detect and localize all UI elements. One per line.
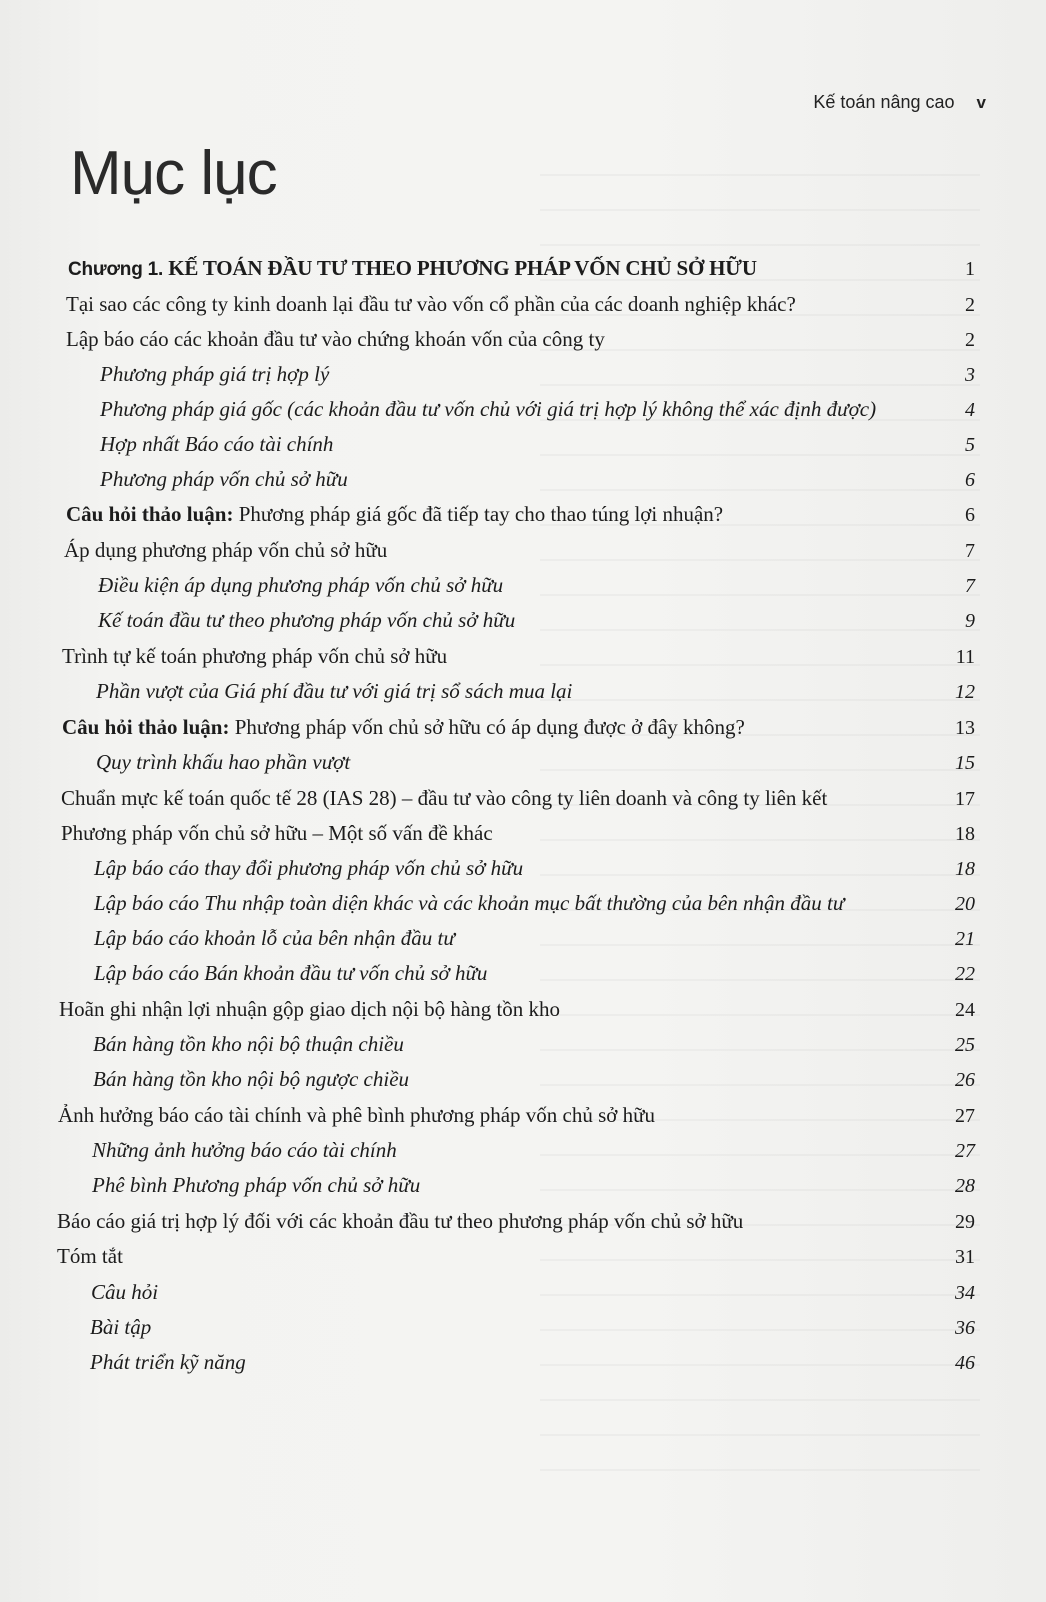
toc-discussion-entry[interactable] <box>66 502 975 534</box>
toc-entry[interactable] <box>66 292 975 324</box>
page-number: 13 <box>955 717 975 739</box>
entry-title: Quy trình khấu hao phần vượt <box>96 750 351 774</box>
entry-title: Lập báo cáo các khoản đầu tư vào chứng khoán vốn của công ty <box>66 327 605 351</box>
entry-title: Phương pháp vốn chủ sở hữu – Một số vấn đề khác <box>61 821 493 845</box>
toc-subentry[interactable] <box>100 397 975 429</box>
entry-title: Áp dụng phương pháp vốn chủ sở hữu <box>64 538 388 562</box>
entry-title: Phần vượt của Giá phí đầu tư với giá trị sổ sách mua lại <box>96 679 573 703</box>
page-number: 2 <box>965 329 975 351</box>
entry-title: Điều kiện áp dụng phương pháp vốn chủ sở hữu <box>98 573 504 597</box>
page-number: 7 <box>965 540 975 562</box>
page-number: 5 <box>965 434 975 456</box>
entry-title: Phương pháp giá gốc (các khoản đầu tư vốn chủ với giá trị hợp lý không thể xác định được) <box>100 397 877 421</box>
page-number: 27 <box>955 1140 975 1162</box>
page-number: 22 <box>955 963 975 985</box>
chapter-title: KẾ TOÁN ĐẦU TƯ THEO PHƯƠNG PHÁP VỐN CHỦ SỞ HỮU <box>168 256 757 280</box>
page-number: 7 <box>965 575 975 597</box>
entry-title: Tóm tắt <box>57 1244 123 1268</box>
entry-title: Bán hàng tồn kho nội bộ ngược chiều <box>93 1067 410 1091</box>
running-title: Kế toán nâng cao <box>813 92 955 112</box>
page-number: 20 <box>955 893 975 915</box>
entry-title: Hoãn ghi nhận lợi nhuận gộp giao dịch nội bộ hàng tồn kho <box>59 997 561 1021</box>
toc-subentry[interactable] <box>94 961 975 993</box>
running-header <box>813 92 986 113</box>
toc-subentry[interactable] <box>93 1032 975 1064</box>
toc-subentry[interactable] <box>92 1138 975 1170</box>
page-number: 2 <box>965 294 975 316</box>
page-number: 6 <box>965 504 975 526</box>
entry-title: Phương pháp giá gốc đã tiếp tay cho thao túng lợi nhuận? <box>233 502 724 526</box>
page-number: 12 <box>955 681 975 703</box>
toc-subentry[interactable] <box>94 856 975 888</box>
toc-entry[interactable] <box>61 786 975 818</box>
page-number: 31 <box>955 1246 975 1268</box>
toc-entry[interactable] <box>66 327 975 359</box>
entry-title: Ảnh hưởng báo cáo tài chính và phê bình phương pháp vốn chủ sở hữu <box>58 1103 656 1127</box>
toc-subentry[interactable] <box>91 1280 975 1312</box>
entry-title: Những ảnh hưởng báo cáo tài chính <box>92 1138 397 1162</box>
page-number: 28 <box>955 1175 975 1197</box>
page-number: 29 <box>955 1211 975 1233</box>
entry-title: Phát triển kỹ năng <box>90 1350 246 1374</box>
toc-subentry[interactable] <box>94 891 975 923</box>
entry-title: Phê bình Phương pháp vốn chủ sở hữu <box>92 1173 421 1197</box>
page-number: 26 <box>955 1069 975 1091</box>
toc-discussion-entry[interactable] <box>62 715 975 747</box>
toc-entry[interactable] <box>64 538 975 570</box>
discussion-label: Câu hỏi thảo luận: <box>62 715 230 739</box>
entry-title: Chuẩn mực kế toán quốc tế 28 (IAS 28) – đầu tư vào công ty liên doanh và công ty liên kết <box>61 786 828 810</box>
page-number: 46 <box>955 1352 975 1374</box>
toc-subentry[interactable] <box>92 1173 975 1205</box>
page-number: 36 <box>955 1317 975 1339</box>
toc-entry[interactable] <box>57 1244 975 1276</box>
toc-subentry[interactable] <box>90 1315 975 1347</box>
toc-entry[interactable] <box>58 1103 975 1135</box>
chapter-number: Chương 1. <box>68 259 164 280</box>
page-folio: v <box>976 93 986 112</box>
entry-title: Lập báo cáo thay đổi phương pháp vốn chủ sở hữu <box>94 856 524 880</box>
page-number: 1 <box>965 258 975 280</box>
page-number: 9 <box>965 610 975 632</box>
toc-entry[interactable] <box>57 1209 975 1241</box>
entry-title: Lập báo cáo Thu nhập toàn diện khác và các khoản mục bất thường của bên nhận đầu tư <box>94 891 845 915</box>
page-number: 15 <box>955 752 975 774</box>
toc-subentry[interactable] <box>96 679 975 711</box>
entry-title: Lập báo cáo khoản lỗ của bên nhận đầu tư <box>94 926 455 950</box>
page-number: 25 <box>955 1034 975 1056</box>
entry-title: Lập báo cáo Bán khoản đầu tư vốn chủ sở hữu <box>94 961 488 985</box>
entry-title: Phương pháp vốn chủ sở hữu có áp dụng được ở đây không? <box>229 715 745 739</box>
entry-title: Phương pháp vốn chủ sở hữu <box>100 467 348 491</box>
entry-title: Hợp nhất Báo cáo tài chính <box>100 432 334 456</box>
page-number: 21 <box>955 928 975 950</box>
entry-title: Bán hàng tồn kho nội bộ thuận chiều <box>93 1032 404 1056</box>
toc-subentry[interactable] <box>94 926 975 958</box>
page-number: 11 <box>955 646 975 668</box>
page-number: 3 <box>965 364 975 386</box>
discussion-label: Câu hỏi thảo luận: <box>66 502 234 526</box>
entry-title: Báo cáo giá trị hợp lý đối với các khoản đầu tư theo phương pháp vốn chủ sở hữu <box>57 1209 744 1233</box>
toc-entry[interactable] <box>61 821 975 853</box>
toc-subentry[interactable] <box>93 1067 975 1099</box>
entry-title: Trình tự kế toán phương pháp vốn chủ sở hữu <box>62 644 448 668</box>
toc-subentry[interactable] <box>96 750 975 782</box>
toc-subentry[interactable] <box>98 573 975 605</box>
toc-subentry[interactable] <box>100 467 975 499</box>
toc-chapter-heading[interactable] <box>68 256 975 288</box>
page-number: 34 <box>955 1282 975 1304</box>
entry-title: Câu hỏi <box>91 1280 159 1304</box>
entry-title: Phương pháp giá trị hợp lý <box>100 362 330 386</box>
toc-subentry[interactable] <box>98 608 975 640</box>
page-number: 4 <box>965 399 975 421</box>
toc-subentry[interactable] <box>100 432 975 464</box>
page-number: 18 <box>955 858 975 880</box>
entry-title: Kế toán đầu tư theo phương pháp vốn chủ sở hữu <box>98 608 516 632</box>
toc-entry[interactable] <box>62 644 975 676</box>
toc-subentry[interactable] <box>90 1350 975 1382</box>
toc-subentry[interactable] <box>100 362 975 394</box>
page-number: 6 <box>965 469 975 491</box>
page-number: 17 <box>955 788 975 810</box>
page-number: 27 <box>955 1105 975 1127</box>
page-title: Mục lục <box>70 139 277 208</box>
page-number: 18 <box>955 823 975 845</box>
toc-entry[interactable] <box>59 997 975 1029</box>
entry-title: Bài tập <box>90 1315 152 1339</box>
entry-title: Tại sao các công ty kinh doanh lại đầu tư vào vốn cổ phần của các doanh nghiệp khác? <box>66 292 796 316</box>
page-number: 24 <box>955 999 975 1021</box>
